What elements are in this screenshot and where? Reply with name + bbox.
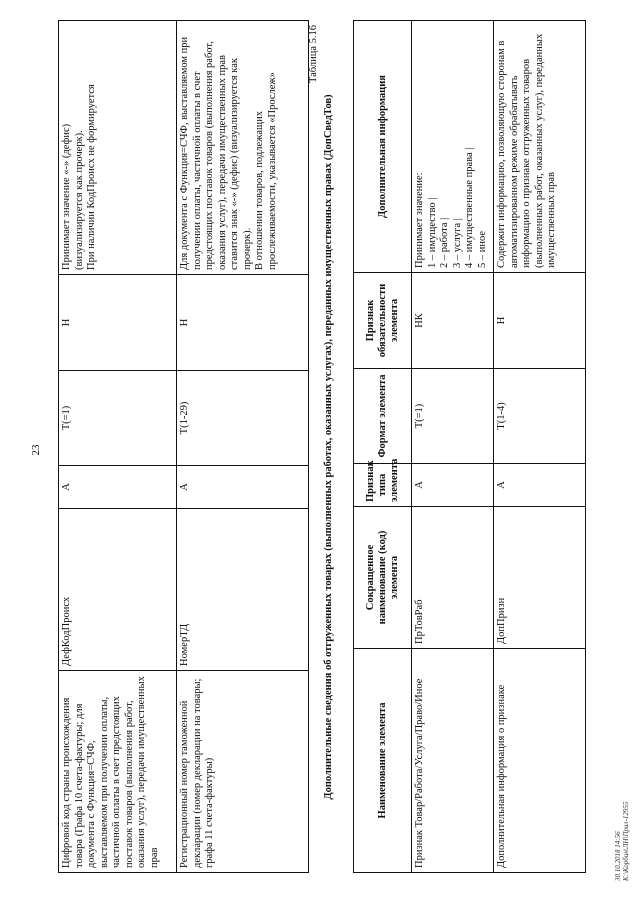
element-name-cell: Цифровой код страны происхождения товара (Графа 10 счета-фактуры; для документа с Функция=СЧФ, выставляемом при получении оплаты, частичной оплаты в счет предстоящих поставок товаров (выполнения работ, оказания услуг), передачи имущественных прав xyxy=(59,671,177,873)
element-required-cell: Н xyxy=(494,273,586,369)
element-format-cell: Т(1-29) xyxy=(177,371,309,466)
element-info-cell: Принимает значение: 1 – имущество | 2 – работа | 3 – услуга | 4 – имущественные права | 5 – иное xyxy=(412,21,494,273)
header-info: Дополнительная информация xyxy=(354,21,412,273)
table-row xyxy=(412,21,494,873)
header-format: Формат элемента xyxy=(354,369,412,464)
element-name-cell: Признак Товар/Работа/Услуга/Право/Иное xyxy=(412,649,494,873)
table-header-row xyxy=(354,21,412,873)
element-required-cell: НК xyxy=(412,273,494,369)
table-row xyxy=(59,21,177,873)
element-type-cell: А xyxy=(412,464,494,507)
header-required: Признак обязательности элемента xyxy=(354,273,412,369)
table-number: Таблица 5.16 xyxy=(308,25,319,84)
element-code-cell: ДопПризн xyxy=(494,507,586,649)
element-required-cell: Н xyxy=(59,275,177,371)
table-title: Дополнительные сведения об отгруженных товарах (выполненных работах, оказанных услугах), переданных имущественных правах (ДопСведТов) xyxy=(323,94,334,800)
element-required-cell: Н xyxy=(177,275,309,371)
file-stamp xyxy=(614,681,630,881)
main-table xyxy=(353,20,586,873)
element-info-cell: Принимает значение «-» (дефис) (визуализируется как прочерк). При наличии КодПроисх не формируется xyxy=(59,21,177,275)
element-format-cell: Т(=1) xyxy=(59,371,177,466)
element-type-cell: А xyxy=(494,464,586,507)
element-code-cell: НомерТД xyxy=(177,509,309,671)
element-code-cell: ПрТовРаб xyxy=(412,507,494,649)
element-type-cell: А xyxy=(59,466,177,509)
element-format-cell: Т(1-4) xyxy=(494,369,586,464)
stamp-date: 30.10.2018 14:56 xyxy=(614,831,622,881)
element-type-cell: А xyxy=(177,466,309,509)
element-info-cell: Содержит информацию, позволяющую сторонам в автоматизированном режиме обрабатывать информацию о признаке отгруженных товаров (выполненных работ, оказанных услуг), переданных имущественных прав xyxy=(494,21,586,273)
element-code-cell: ДефКодПроисх xyxy=(59,509,177,671)
stamp-path: К:\Корбин\ЛН\Прил-12955 xyxy=(622,801,630,881)
header-code: Сокращенное наименование (код) элемента xyxy=(354,507,412,649)
table-row xyxy=(494,21,586,873)
table-row xyxy=(177,21,309,873)
page-number: 23 xyxy=(30,444,42,456)
element-name-cell: Дополнительная информация о признаке xyxy=(494,649,586,873)
element-name-cell: Регистрационный номер таможенной декларации (номер декларации на товары; графа 11 счета-фактуры) xyxy=(177,671,309,873)
element-info-cell: Для документа с Функция=СЧФ, выставляемом при получении оплаты, частичной оплаты в счет предстоящих поставок товаров (выполнения работ, оказания услуг), передачи имущественных прав ставится знак «-» (дефис) (визуализируется как прочерк). В отношении товаров, подлежащих прослеживаемости, указывается «Прослеж» xyxy=(177,21,309,275)
element-format-cell: Т(=1) xyxy=(412,369,494,464)
header-type: Признак типа элемента xyxy=(354,464,412,507)
header-name: Наименование элемента xyxy=(354,649,412,873)
continuation-table xyxy=(58,20,309,873)
